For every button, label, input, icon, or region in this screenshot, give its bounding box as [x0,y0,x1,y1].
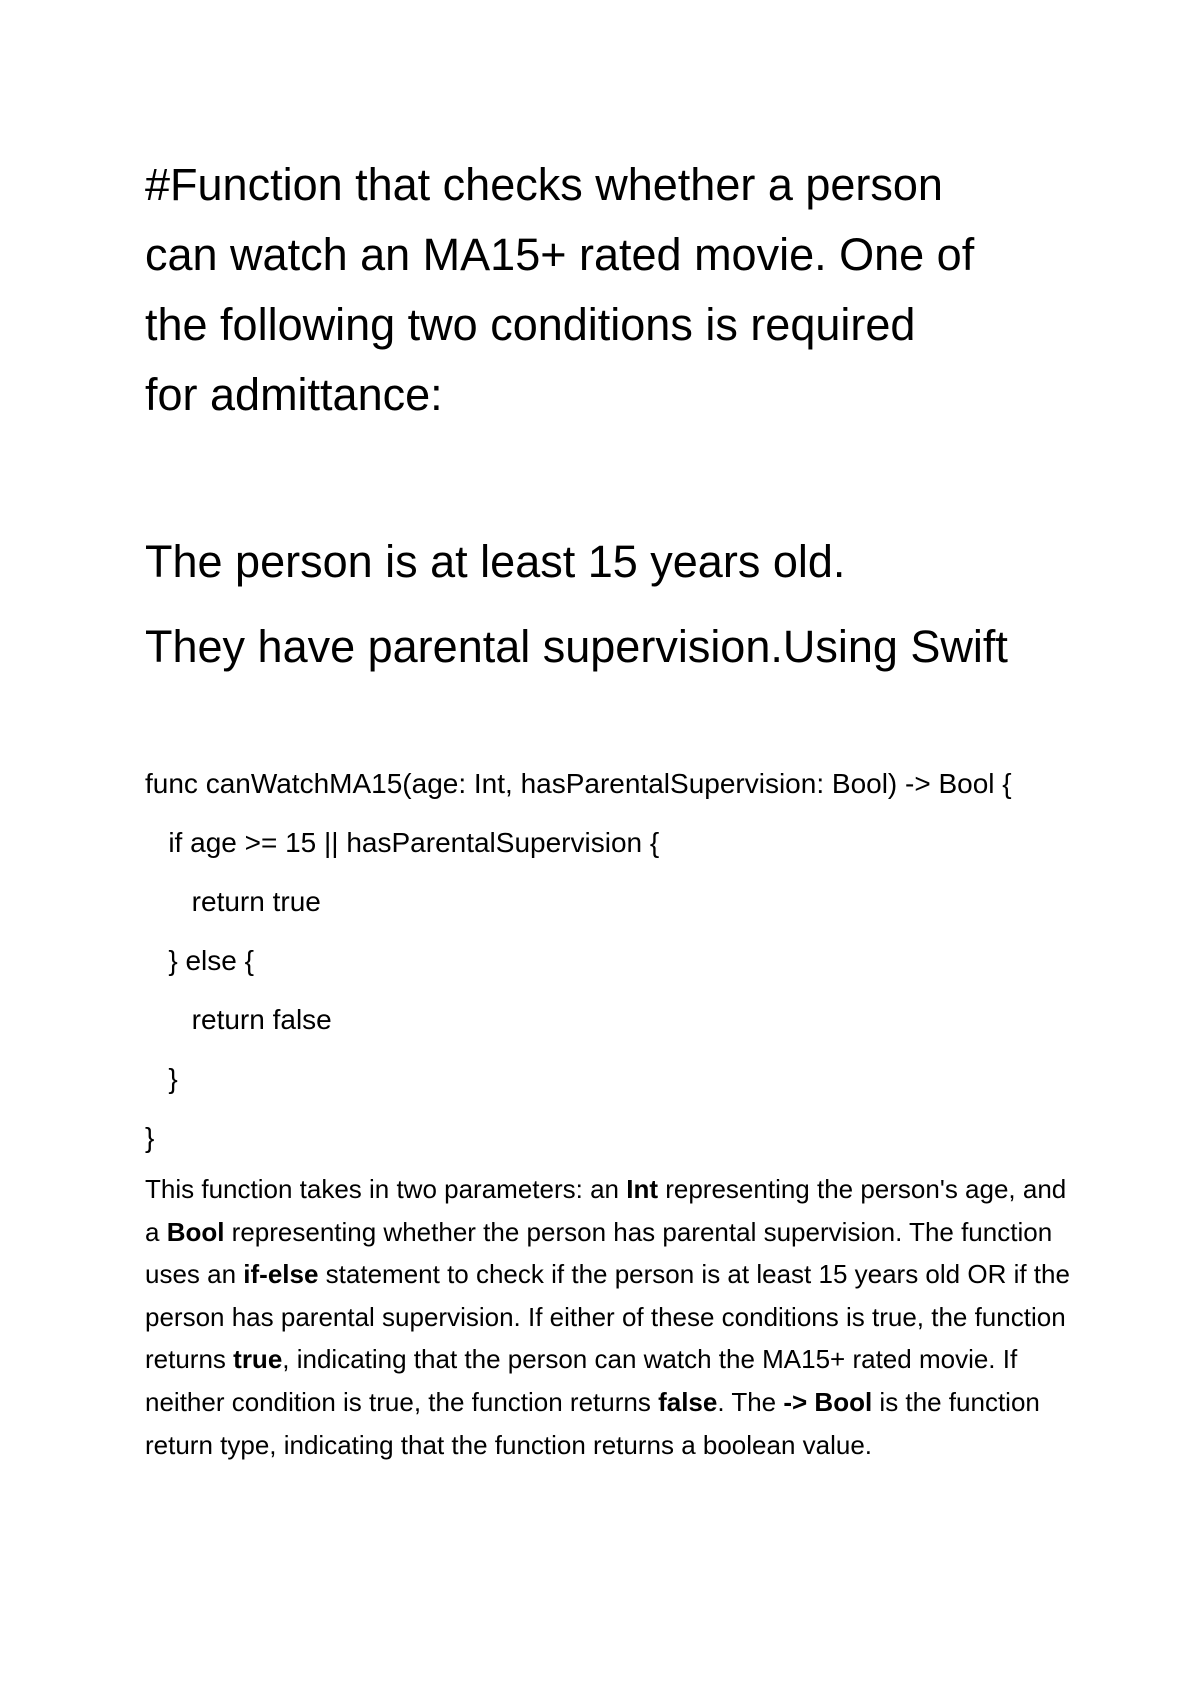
heading-line: #Function that checks whether a person [145,159,943,210]
explanation-text: representing whether the person has parental supervision. The function uses an [145,1216,1053,1290]
code-line: } [145,1122,155,1153]
explanation-text: , indicating that the person can watch the MA15+ rated movie. If neither condition is true, the function returns [145,1344,1018,1417]
explanation-bold-term: -> Bool [783,1386,873,1417]
condition-age: The person is at least 15 years old. [145,536,846,587]
code-line: return true [145,886,321,917]
explanation-bold-term: true [233,1344,283,1375]
code-line: func canWatchMA15(age: Int, hasParentalSupervision: Bool) -> Bool { [145,768,1012,799]
code-line: if age >= 15 || hasParentalSupervision { [145,827,660,858]
heading-line: for admittance: [145,369,443,420]
explanation-bold-term: false [658,1386,718,1417]
explanation-text: is the function return type, indicating that the function returns a boolean value. [145,1386,1040,1460]
heading-line: the following two conditions is required [145,299,916,350]
explanation-paragraph [145,1168,1070,1466]
condition-supervision: They have parental supervision.Using Swift [145,621,1008,672]
explanation-text: . The [717,1386,784,1417]
question-heading [145,150,1095,430]
heading-line: can watch an MA15+ rated movie. One of [145,229,975,280]
code-line: } [145,1063,178,1094]
explanation-bold-term: if-else [243,1259,319,1290]
explanation-text: representing the person's age, and a [145,1174,1067,1247]
code-line: return false [145,1004,332,1035]
explanation-text: This function takes in two parameters: an [145,1174,627,1204]
explanation-bold-term: Int [626,1174,658,1204]
code-block [145,754,1145,1167]
explanation-bold-term: Bool [166,1216,225,1247]
explanation-text: statement to check if the person is at least 15 years old OR if the person has parental supervision. If either of these conditions is true, the function returns [145,1259,1070,1375]
code-line: } else { [145,945,254,976]
